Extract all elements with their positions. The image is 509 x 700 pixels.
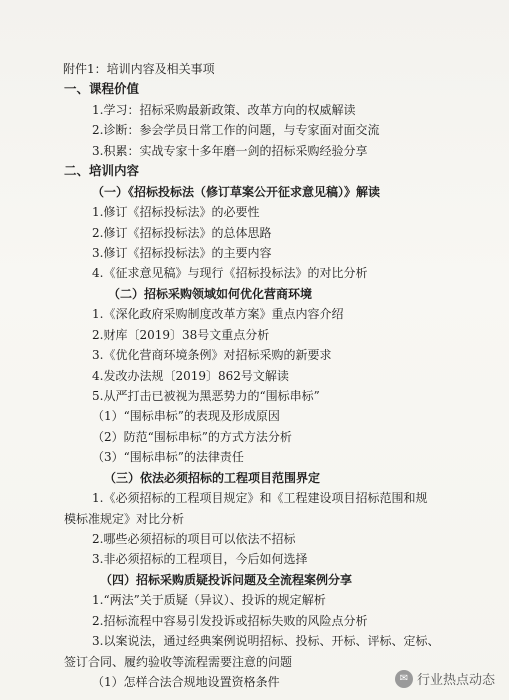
watermark-text: 行业热点动态 (416, 673, 495, 688)
subsection3-item: 1.《必须招标的工程项目规定》和《工程建设项目招标范围和规 (92, 491, 428, 506)
subsection2-item: 3.《优化营商环境条例》对招标采购的新要求 (92, 348, 332, 363)
subsection3-heading: （三）依法必须招标的工程项目范围界定 (104, 470, 321, 485)
subsection2-item: 4.发改办法规〔2019〕862号文解读 (92, 368, 289, 383)
subsection2-item: 2.财库〔2019〕38号文重点分析 (92, 327, 270, 342)
subsection2-subitem: （2）防范“围标串标”的方式方法分析 (92, 429, 292, 444)
subsection1-item: 2.修订《招标投标法》的总体思路 (92, 225, 272, 240)
subsection2-item: 5.从严打击已被视为黑恶势力的“围标串标” (92, 388, 320, 403)
subsection1-item: 4.《征求意见稿》与现行《招标投标法》的对比分析 (92, 266, 368, 281)
subsection4-subitem: （1）怎样合法合规地设置资格条件 (92, 675, 280, 689)
subsection3-item: 3.非必须招标的工程项目，今后如何选择 (92, 552, 308, 567)
section1-heading: 一、课程价值 (64, 81, 140, 97)
attachment-title: 附件1：培训内容及相关事项 (63, 62, 215, 76)
subsection4-item: 签订合同、履约验收等流程需要注意的问题 (64, 654, 293, 669)
watermark (395, 669, 495, 688)
subsection4-item: 3.以案说法，通过经典案例说明招标、投标、开标、评标、定标、 (92, 634, 440, 649)
subsection4-item: 2.招标流程中容易引发投诉或招标失败的风险点分析 (92, 613, 368, 628)
subsection3-item: 模标准规定》对比分析 (64, 511, 185, 526)
subsection3-item: 2.哪些必须招标的项目可以依法不招标 (92, 532, 296, 546)
subsection1-item: 3.修订《招标投标法》的主要内容 (92, 245, 272, 260)
section1-item: 2.诊断：参会学员日常工作的问题，与专家面对面交流 (92, 123, 380, 138)
subsection2-subitem: （3）“围标串标”的法律责任 (92, 450, 244, 465)
subsection2-item: 1.《深化政府采购制度改革方案》重点内容介绍 (92, 307, 344, 322)
subsection4-heading: （四）招标采购质疑投诉问题及全流程案例分享 (100, 572, 353, 587)
section1-item: 3.积累：实战专家十多年磨一剑的招标采购经验分享 (92, 143, 368, 158)
subsection1-item: 1.修订《招标投标法》的必要性 (92, 205, 260, 219)
subsection1-heading: （一）《招标投标法（修订草案公开征求意见稿）》解读 (92, 184, 381, 199)
section2-heading: 二、培训内容 (64, 163, 140, 179)
subsection2-subitem: （1）“围标串标”的表现及形成原因 (92, 409, 280, 424)
section1-item: 1.学习：招标采购最新政策、改革方向的权威解读 (92, 102, 356, 117)
wechat-icon: ✉ (395, 670, 413, 688)
subsection2-heading: （二）招标采购领域如何优化营商环境 (108, 286, 313, 301)
subsection4-item: 1.“两法”关于质疑（异议）、投诉的规定解析 (92, 593, 326, 608)
